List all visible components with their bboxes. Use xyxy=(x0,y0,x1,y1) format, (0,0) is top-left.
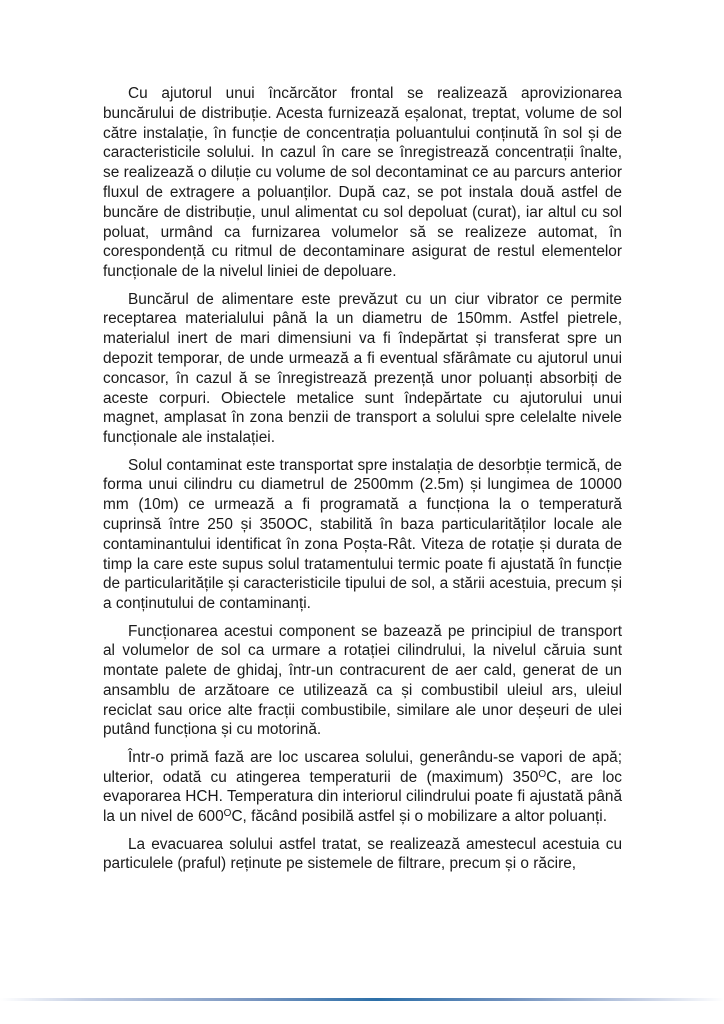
document-body xyxy=(103,84,622,882)
degree-superscript: O xyxy=(538,768,547,780)
footer-divider-line xyxy=(0,998,724,1001)
paragraph-thermal-desorption: Solul contaminat este transportat spre instalația de desorbție termică, de forma unui cilindru cu diametrul de 2500mm (2.5m) și lungimea de 10000 mm (10m) ce urmează a fi programată a funcționa la o temperatură cuprinsă între 250 și 350OC, stabilită în baza particularităților locale ale contaminantului identificat în zona Poșta-Rât. Viteza de rotație și durata de timp la care este supus solul tratamentului termic poate fi ajustată în funcție de particularitățile și caracteristicile tipului de sol, a stării acestuia, precum și a conținutului de contaminanți. xyxy=(103,456,622,613)
paragraph-component-operation: Funcționarea acestui component se bazează pe principiul de transport al volumelor de sol ca urmare a rotației cilindrului, la nivelul căruia sunt montate palete de ghidaj, într-un contracurent de aer cald, generat de un ansamblu de arzătoare ce utilizează ca și combustibil uleiul ars, uleiul reciclat sau orice alte fracții combustibile, similare ale unor deșeuri de ulei putând funcționa și cu motorină. xyxy=(103,622,622,739)
paragraph-drying-phase xyxy=(103,748,622,827)
paragraph-feed-bunker-sieve: Buncărul de alimentare este prevăzut cu un ciur vibrator ce permite receptarea materialului până la un diametru de 150mm. Astfel pietrele, materialul inert de mari dimensiuni va fi îndepărtat și transferat spre un depozit temporar, de unde urmează a fi eventual sfărâmate cu ajutorul unui concasor, în cazul ă se înregistrează prezență unor poluanți absorbiți de aceste corpuri. Obiectele metalice sunt îndepărtate cu ajutorului unui magnet, amplasat în zona benzii de transport a solului spre celelalte nivele funcționale ale instalației. xyxy=(103,290,622,447)
degree-superscript: O xyxy=(223,808,232,820)
paragraph-loader-feeding: Cu ajutorul unui încărcător frontal se realizează aprovizionarea buncărului de distribuție. Acesta furnizează eșalonat, treptat, volume de sol către instalație, în funcție de concentrația poluantului conținută în sol și de caracteristicile solului. In cazul în care se înregistrează concentrații înalte, se realizează o diluție cu volume de sol decontaminat ce au parcurs anterior fluxul de extragere a poluanților. După caz, se pot instala două astfel de buncăre de distribuție, unul alimentat cu sol depoluat (curat), iar altul cu sol poluat, urmând ca furnizarea volumelor să se realizeze automat, în corespondență cu ritmul de decontaminare asigurat de restul elementelor funcționale de la nivelul liniei de depoluare. xyxy=(103,85,622,281)
text-segment: Într-o primă fază are loc uscarea solului, generându-se vapori de apă; ulterior, odată cu atingerea temperaturii de (maximum) 350 xyxy=(103,748,622,786)
paragraph-evacuation: La evacuarea solului astfel tratat, se realizează amestecul acestuia cu particulele (praful) reținute pe sistemele de filtrare, precum și o răcire, xyxy=(103,835,622,873)
text-segment: C, are loc evaporarea HCH. Temperatura din interiorul cilindrului poate fi ajustată până la un nivel de 600 xyxy=(103,768,622,826)
text-segment: C, făcând posibilă astfel și o mobilizare a altor poluanți. xyxy=(231,808,607,826)
